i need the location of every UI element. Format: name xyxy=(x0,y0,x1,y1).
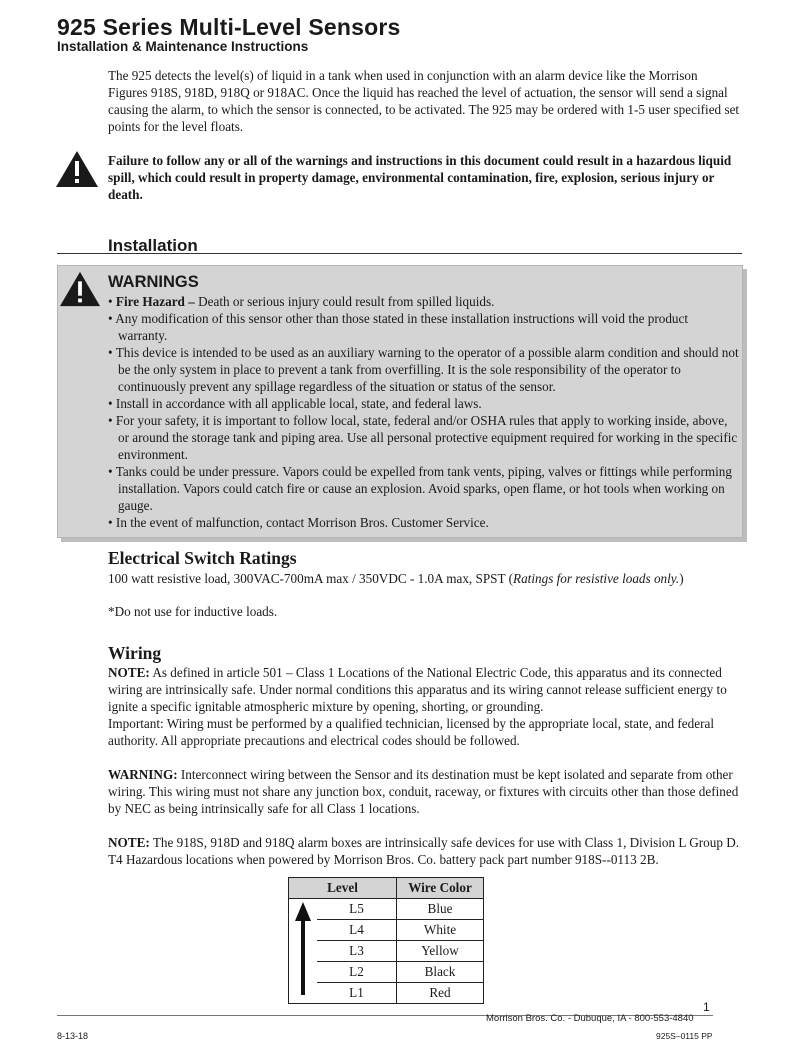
hazard-notice: Failure to follow any or all of the warnings and instructions in this document could result in a hazardous liquid spill, which could result in property damage, environmental contamination, fire, explosion, serious injury or death. xyxy=(108,153,732,202)
table-row xyxy=(289,899,484,920)
warning-item: • For your safety, it is important to follow local, state, federal and/or OSHA rules that apply to working inside, above, or around the storage tank and piping area. Use all personal protective equipment required for working in the specific environment. xyxy=(108,413,738,462)
wire-color-cell: White xyxy=(397,920,484,941)
warning-item-text: For your safety, it is important to follow local, state, federal and/or OSHA rules that apply to working inside, above, or around the storage tank and piping area. Use all personal protective equipment required for working in the specific environment. xyxy=(115,413,738,462)
warning-item: • Install in accordance with all applicable local, state, and federal laws. xyxy=(108,396,482,411)
note2-label: NOTE: xyxy=(108,835,150,850)
table-header-row xyxy=(289,878,484,899)
electrical-ratings xyxy=(108,570,748,587)
fire-hazard-label: Fire Hazard – xyxy=(115,294,195,309)
section-divider xyxy=(57,253,742,254)
footer-doc-code: 925S–0115 PP xyxy=(656,1031,713,1041)
ratings-text: 100 watt resistive load, 300VAC-700mA max / 350VDC - 1.0A max, SPST ( xyxy=(108,571,514,586)
warning-item-text: Install in accordance with all applicable local, state, and federal laws. xyxy=(115,396,482,411)
note2-text: The 918S, 918D and 918Q alarm boxes are intrinsically safe devices for use with Class 1, Division L Group D. T4 Hazardous locations when powered by Morrison Bros. Co. battery pack part number 918S--0113 2B. xyxy=(108,835,740,867)
inductive-note: *Do not use for inductive loads. xyxy=(108,604,278,619)
warning-triangle-icon xyxy=(55,150,99,188)
wire-color-table xyxy=(288,877,484,1004)
warning-item: • This device is intended to be used as an auxiliary warning to the operator of a possible alarm condition and should not be the only system in place to prevent a tank from overfilling. It is the sole responsibility of the operator to continuously prevent any spillage regardless of the situation or status of the sensor. xyxy=(108,345,739,394)
important-text: Important: Wiring must be performed by a qualified technician, licensed by the appropriate local, state, and federal authority. All appropriate precautions and electrical codes should be followed. xyxy=(108,716,714,748)
warning-item-text: This device is intended to be used as an auxiliary warning to the operator of a possible alarm condition and should not be the only system in place to prevent a tank from overfilling. It is the sole responsibility of the operator to continuously prevent any spillage regardless of the situation or status of the sensor. xyxy=(115,345,739,394)
warning-item: • In the event of malfunction, contact Morrison Bros. Customer Service. xyxy=(108,515,489,530)
table-row xyxy=(289,941,484,962)
wire-color-header: Wire Color xyxy=(397,878,484,899)
note-label: NOTE: xyxy=(108,665,150,680)
warning-triangle-icon xyxy=(59,270,101,308)
footer-company: Morrison Bros. Co. - Dubuque, IA - 800-553-4840 xyxy=(486,1013,694,1024)
warning-item-text: Any modification of this sensor other than those stated in these installation instructions will void the product warranty. xyxy=(115,311,689,343)
intro-paragraph: The 925 detects the level(s) of liquid in a tank when used in conjunction with an alarm device like the Morrison Figures 918S, 918D, 918Q or 918AC. Once the liquid has reached the level of actuation, the sensor will send a signal causing the alarm, to which the sensor is connected, to be activated. The 925 may be ordered with 1-5 user specified set points for the level floats. xyxy=(108,68,740,134)
fire-hazard-text: Death or serious injury could result from spilled liquids. xyxy=(194,294,495,309)
table-row xyxy=(289,962,484,983)
document-subtitle: Installation & Maintenance Instructions xyxy=(57,39,309,54)
wire-color-cell: Black xyxy=(397,962,484,983)
wiring-warning xyxy=(108,766,740,817)
note-text: As defined in article 501 – Class 1 Locations of the National Electric Code, this apparatus and its connected wiring are intrinsically safe. Under normal conditions this apparatus and its wiring cannot release sufficient energy to ignite a specific ignitable atmospheric mixture by opening, shorting, or grounding. xyxy=(108,665,727,714)
level-cell: L4 xyxy=(317,920,397,941)
electrical-heading: Electrical Switch Ratings xyxy=(108,548,297,568)
level-cell: L2 xyxy=(317,962,397,983)
warnings-title: WARNINGS xyxy=(108,273,199,291)
level-header: Level xyxy=(289,878,397,899)
level-cell: L1 xyxy=(317,983,397,1004)
warning-item-text: In the event of malfunction, contact Morrison Bros. Customer Service. xyxy=(115,515,489,530)
page-number: 1 xyxy=(703,1000,710,1014)
warning-item: • Tanks could be under pressure. Vapors could be expelled from tank vents, piping, valves or fittings while performing installation. Vapors could catch fire or cause an explosion. Avoid sparks, open flame, or hot tools when working on gauge. xyxy=(108,464,732,513)
installation-heading: Installation xyxy=(108,236,198,255)
level-cell: L5 xyxy=(317,899,397,920)
warning-item: • Any modification of this sensor other than those stated in these installation instructions will void the product warranty. xyxy=(108,311,689,343)
footer-date: 8-13-18 xyxy=(57,1031,89,1041)
level-arrow-cell xyxy=(289,899,318,1004)
ratings-close: ) xyxy=(679,571,684,586)
warning-label: WARNING: xyxy=(108,767,178,782)
up-arrow-icon xyxy=(291,899,315,999)
level-cell: L3 xyxy=(317,941,397,962)
wire-color-cell: Red xyxy=(397,983,484,1004)
ratings-italic: Ratings for resistive loads only. xyxy=(513,571,680,586)
warning-item-text: Tanks could be under pressure. Vapors could be expelled from tank vents, piping, valves or fittings while performing installation. Vapors could catch fire or cause an explosion. Avoid sparks, open flame, or hot tools when working on gauge. xyxy=(115,464,732,513)
wire-color-cell: Yellow xyxy=(397,941,484,962)
alarm-box-note xyxy=(108,834,740,868)
document-title: 925 Series Multi-Level Sensors xyxy=(57,14,401,40)
wiring-heading: Wiring xyxy=(108,643,162,663)
warning-item: • Fire Hazard – Death or serious injury could result from spilled liquids. xyxy=(108,294,495,309)
wiring-note xyxy=(108,664,740,749)
warning-text: Interconnect wiring between the Sensor and its destination must be kept isolated and separate from other wiring. This wiring must not share any junction box, conduit, raceway, or fixtures with circuits other than those defined by NEC as being intrinsically safe for all Class 1 locations. xyxy=(108,767,739,816)
warnings-list xyxy=(108,293,740,531)
table-row xyxy=(289,920,484,941)
wire-color-cell: Blue xyxy=(397,899,484,920)
table-row xyxy=(289,983,484,1004)
